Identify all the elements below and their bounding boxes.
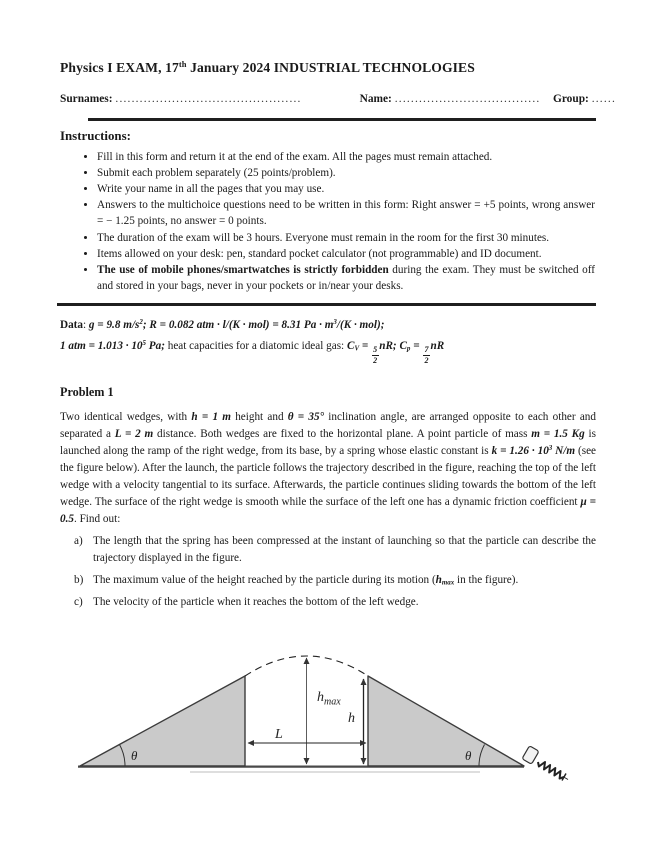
instruction-item: [97, 197, 596, 229]
question-text: The length that the spring has been compressed at the instant of launching so that the particle can describe the trajectory displayed in the figure.: [93, 534, 596, 564]
question-label: b): [74, 573, 84, 586]
left-wedge: [80, 676, 245, 766]
title-suffix: January 2024 INDUSTRIAL TECHNOLOGIES: [186, 60, 475, 75]
wedges-diagram: [0, 648, 655, 838]
horizontal-rule-top: [88, 118, 596, 121]
instruction-item: [97, 181, 596, 197]
group-blank-line: ......: [591, 93, 616, 105]
question-text: The maximum value of the height reached by the particle during its motion ($h_{max}$ in the figure).: [93, 573, 519, 587]
title-prefix: Physics I EXAM, 17: [60, 60, 179, 75]
instruction-item: [97, 149, 596, 165]
instruction-text: The duration of the exam will be 3 hours. Everyone must remain in the room for the first 30 minutes.: [97, 231, 550, 244]
right-wedge: [368, 676, 524, 766]
page-content: [60, 0, 616, 611]
name-field: [360, 93, 541, 105]
header-fields: [60, 93, 616, 105]
instruction-text: Items allowed on your desk: pen, standard pocket calculator (not programmable) and ID document.: [97, 247, 542, 260]
question-item-c: [60, 594, 596, 611]
data-line-1: Data: g = 9.8 $m/s^2$; R = 0.082 atm · l/(K · mol) = 8.31 $Pa \cdot m^3/(K \cdot mol)$;: [60, 318, 385, 332]
data-section: [60, 315, 596, 365]
wedges-figure: [0, 648, 655, 838]
instruction-item: [97, 165, 596, 181]
instruction-text: The use of mobile phones/smartwatches is strictly forbidden during the exam. They must be switched off and stored in your bags, never in your pockets or in/near your desks.: [97, 264, 595, 293]
instruction-item: [97, 230, 596, 246]
instruction-text: Write your name in all the pages that you may use.: [97, 183, 325, 195]
instruction-item: [97, 262, 596, 294]
data-line-2: 1 atm = $1.013 \cdot 10^5$ Pa; heat capacities for a diatomic ideal gas: $C_V$ = $\frac{5}{2}$ nR; $C_p$ = $\frac{7}{2}$ nR: [60, 338, 445, 365]
exam-title: [60, 60, 596, 76]
L-label: L: [275, 727, 283, 742]
instruction-text: Submit each problem separately (25 points/problem).: [97, 166, 336, 179]
question-label: c): [74, 595, 83, 608]
question-text: The velocity of the particle when it reaches the bottom of the left wedge.: [93, 595, 419, 608]
spring-end-tail: [565, 778, 569, 780]
surnames-field: [60, 93, 302, 105]
surnames-blank-line: ..............................................: [115, 93, 302, 105]
group-label: Group:: [552, 93, 589, 105]
question-item-b: [60, 572, 596, 589]
instructions-heading: Instructions:: [60, 128, 131, 143]
horizontal-rule-data: [57, 303, 596, 306]
theta-right-label: θ: [465, 748, 472, 763]
group-field: [553, 93, 616, 105]
problem-heading: Problem 1: [60, 384, 114, 399]
question-item-a: [60, 533, 596, 567]
spring-launcher: [522, 746, 568, 781]
surnames-label: Surnames:: [60, 93, 113, 105]
problem-questions: [60, 533, 596, 611]
spring-block: [522, 746, 539, 764]
hmax-label: $h_{max}$: [317, 690, 341, 708]
name-blank-line: ....................................: [394, 93, 541, 105]
instructions-list: [60, 149, 596, 295]
spring-coil: [538, 762, 564, 779]
instruction-text: Answers to the multichoice questions need to be written in this form: Right answer = +5 points, wrong answer = − 1.25 points, no answer = 0 points.: [97, 199, 595, 228]
title-superscript: th: [178, 59, 187, 69]
instruction-text: Fill in this form and return it at the end of the exam. All the pages must remain attached.: [97, 150, 493, 163]
instruction-item: [97, 246, 596, 262]
theta-left-label: θ: [131, 748, 138, 763]
h-label: h: [348, 711, 355, 726]
problem-statement: Two identical wedges, with h = 1 m height and θ = 35° inclination angle, are arranged opposite to each other and separated a L = 2 m distance. Both wedges are fixed to the horizontal plane. A point particle of mass m = 1.5 Kg is launched along the ramp of the right wedge, from its base, by a spring whose elastic constant is $k = 1.26 \cdot 10^3$ N/m (see the figure below). After the launch, the particle follows the trajectory described in the figure, reaching the top of the left wedge with a velocity tangential to its surface. Afterwards, the particle continues sliding towards the bottom of the left wedge. The surface of the right wedge is smooth while the surface of the left one has a dynamic friction coefficient μ = 0.5. Find out:: [60, 410, 597, 525]
question-label: a): [74, 534, 83, 547]
name-label: Name:: [359, 93, 392, 105]
